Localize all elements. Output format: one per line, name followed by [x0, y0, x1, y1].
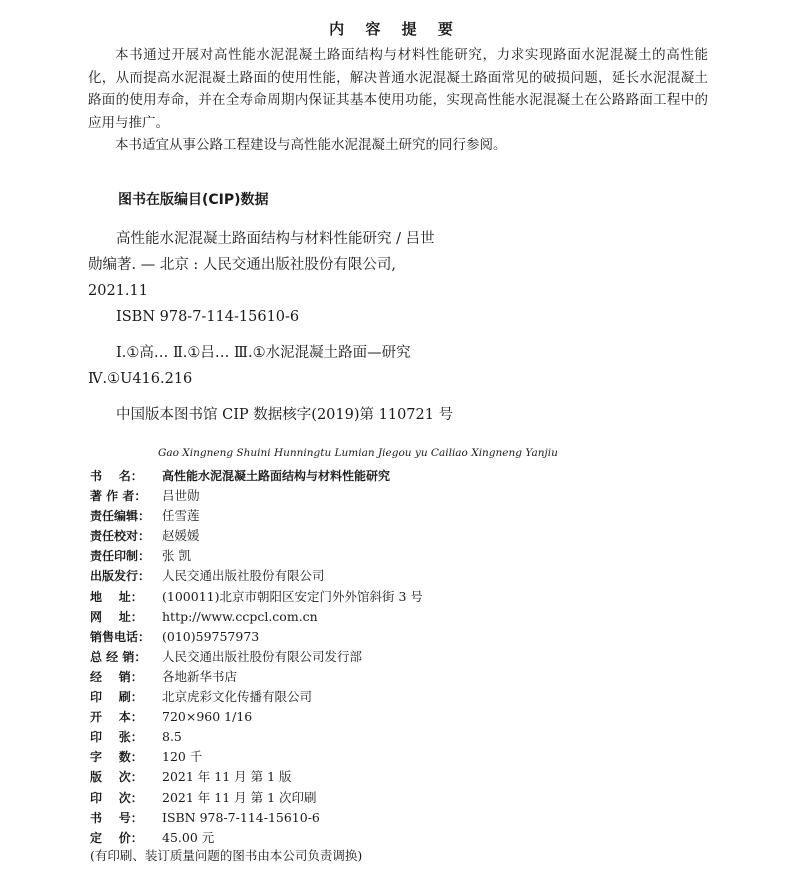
colophon-value: 2021 年 11 月 第 1 次印刷	[162, 789, 317, 805]
colophon-row	[90, 767, 730, 787]
colophon-label: 责任校对：	[90, 529, 151, 544]
colophon-value: 各地新华书店	[162, 668, 238, 684]
colophon-row	[90, 647, 730, 667]
colophon-row	[90, 727, 730, 747]
colophon-row	[90, 546, 730, 566]
colophon-label: 定 价：	[90, 830, 143, 845]
summary-body	[88, 44, 708, 157]
colophon-label: 字 数：	[90, 750, 143, 765]
colophon-value: 人民交通出版社股份有限公司	[162, 568, 325, 584]
colophon-value: 120 千	[162, 749, 203, 765]
colophon-value: (100011)北京市朝阳区安定门外外馆斜街 3 号	[162, 588, 423, 604]
colophon-label: 销售电话：	[90, 629, 151, 644]
colophon-label: 著 作 者：	[90, 489, 147, 504]
cip-class-number: Ⅳ.①U416.216	[88, 371, 193, 387]
colophon-row	[90, 627, 730, 647]
colophon-row	[90, 526, 730, 546]
colophon-label: 印 刷：	[90, 690, 143, 705]
colophon-label: 书 号：	[90, 810, 143, 825]
colophon-row	[90, 747, 730, 767]
colophon-label: 版 次：	[90, 770, 143, 785]
colophon-value: 任雪莲	[162, 508, 200, 524]
summary-paragraph: 本书通过开展对高性能水泥混凝土路面结构与材料性能研究，力求实现路面水泥混凝土的高性能化，从而提高水泥混凝土路面的使用性能，解决普通水泥混凝土路面常见的破损问题，延长水泥混凝土路面的使用寿命，并在全寿命周期内保证其基本使用功能，实现高性能水泥混凝土在公路路面工程中的应用与推广。	[88, 47, 708, 131]
cip-record	[88, 226, 548, 428]
colophon-label: 书 名：	[90, 469, 143, 483]
colophon-row	[90, 506, 730, 526]
colophon-label: 责任印制：	[90, 549, 151, 564]
colophon-label: 印 次：	[90, 790, 143, 805]
colophon-label: 印 张：	[90, 730, 143, 745]
cip-record-number: 中国版本图书馆 CIP 数据核字(2019)第 110721 号	[116, 407, 454, 423]
colophon-row	[90, 687, 730, 707]
cip-title-line: 高性能水泥混凝土路面结构与材料性能研究 / 吕世	[116, 231, 435, 247]
cip-author-line: 勋编著. — 北京 : 人民交通出版社股份有限公司,	[88, 257, 397, 273]
colophon-value: (010)59757973	[162, 628, 260, 644]
summary-paragraph: 本书适宜从事公路工程建设与高性能水泥混凝土研究的同行参阅。	[115, 137, 507, 153]
colophon-value: 吕世勋	[162, 488, 200, 504]
colophon-label: 责任编辑：	[90, 509, 151, 524]
colophon-list	[90, 466, 730, 848]
colophon-label: 经 销：	[90, 669, 143, 684]
colophon-row	[90, 667, 730, 687]
colophon-row	[90, 587, 730, 607]
colophon-value: 45.00 元	[162, 829, 215, 845]
colophon-value: 高性能水泥混凝土路面结构与材料性能研究	[162, 469, 391, 483]
colophon-label: 开 本：	[90, 710, 143, 725]
colophon-row	[90, 707, 730, 727]
colophon-row	[90, 808, 730, 828]
summary-title: 内 容 提 要	[329, 20, 461, 38]
cip-date-line: 2021.11	[88, 283, 148, 299]
colophon-value: 北京虎彩文化传播有限公司	[162, 689, 313, 705]
colophon-label: 网 址：	[90, 609, 143, 624]
colophon-row	[90, 607, 730, 627]
colophon-value: 赵媛媛	[162, 528, 200, 544]
colophon-value: http://www.ccpcl.com.cn	[162, 608, 318, 624]
cip-heading: 图书在版编目(CIP)数据	[118, 192, 269, 208]
colophon-row	[90, 466, 730, 486]
colophon-row	[90, 788, 730, 808]
cip-classification: Ⅰ.①高… Ⅱ.①吕… Ⅲ.①水泥混凝土路面—研究	[116, 345, 411, 361]
colophon-label: 总 经 销：	[90, 649, 147, 664]
colophon-label: 出版发行：	[90, 569, 151, 584]
colophon-value: 720×960 1/16	[162, 709, 253, 725]
cip-isbn: ISBN 978-7-114-15610-6	[116, 309, 300, 325]
colophon-value: 2021 年 11 月 第 1 版	[162, 769, 292, 785]
colophon-label: 地 址：	[90, 589, 143, 604]
colophon-row	[90, 828, 730, 848]
colophon-row	[90, 486, 730, 506]
colophon-value: 张 凯	[162, 548, 191, 564]
pinyin-title: Gao Xingneng Shuini Hunningtu Lumian Jiegou yu Cailiao Xingneng Yanjiu	[158, 447, 558, 459]
colophon-row	[90, 566, 730, 586]
colophon-value: ISBN 978-7-114-15610-6	[162, 809, 320, 825]
colophon-value: 8.5	[162, 729, 182, 745]
colophon-value: 人民交通出版社股份有限公司发行部	[162, 648, 363, 664]
quality-notice: (有印刷、装订质量问题的图书由本公司负责调换)	[90, 848, 363, 863]
